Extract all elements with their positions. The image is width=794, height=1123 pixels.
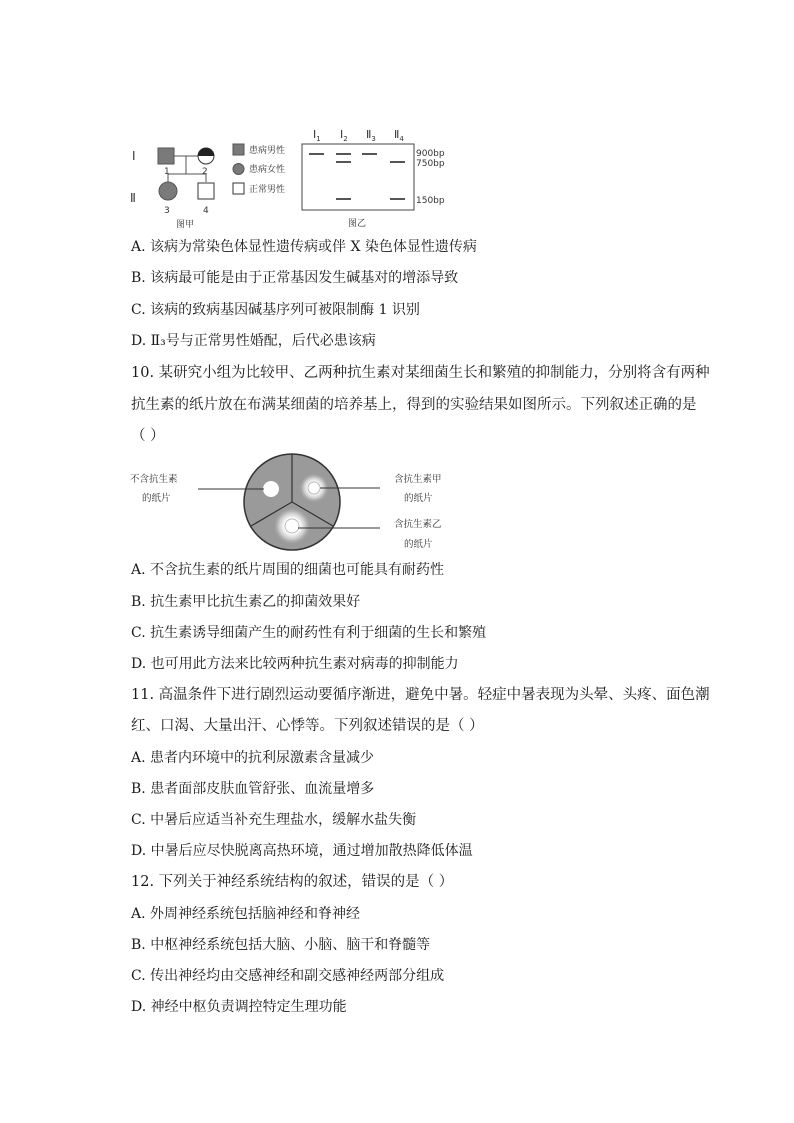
affected-female-symbol — [159, 182, 177, 200]
label-no-antibiotic-line-2: 的纸片 — [142, 493, 171, 504]
gel-lane-labels — [313, 128, 404, 143]
q10-option-c: C. 抗生素诱导细菌产生的耐药性有利于细菌的生长和繁殖 — [131, 625, 487, 641]
svg-text:Ⅱ3 — [366, 128, 376, 143]
disc-no-antibiotic — [263, 481, 279, 497]
lane-subscript: 2 — [343, 135, 348, 143]
q12-stem-line-1: 12. 下列关于神经系统结构的叙述，错误的是（ ） — [131, 874, 454, 890]
disc-antibiotic-b — [285, 519, 299, 533]
q9-option-d: D. Ⅱ₃号与正常男性婚配，后代必患该病 — [131, 333, 376, 349]
gel-figure — [298, 124, 458, 232]
q10-option-b: B. 抗生素甲比抗生素乙的抑菌效果好 — [131, 594, 361, 610]
person-number-4: 4 — [203, 206, 209, 216]
q11-option-a: A. 患者内环境中的抗利尿激素含量减少 — [131, 750, 375, 766]
label-no-antibiotic-line-1: 不含抗生素 — [130, 474, 178, 485]
q9-option-b: B. 该病最可能是由于正常基因发生碱基对的增添导致 — [131, 270, 459, 286]
lane-label: Ⅱ — [394, 128, 400, 141]
legend-affected-male: 患病男性 — [249, 146, 286, 156]
label-antibiotic-a-line-2: 的纸片 — [404, 493, 433, 504]
affected-male-symbol — [158, 148, 174, 164]
legend-normal-male-icon — [233, 183, 244, 194]
svg-text:I2 — [340, 128, 348, 143]
lane-subscript: 1 — [316, 135, 321, 143]
gel-band — [336, 198, 351, 200]
q9-option-c: C. 该病的致病基因碱基序列可被限制酶 1 识别 — [131, 302, 420, 318]
legend-affected-female-icon — [233, 164, 244, 175]
q11-stem-line-1: 11. 高温条件下进行剧烈运动要循序渐进，避免中暑。轻症中暑表现为头晕、头疼、面色潮 — [131, 687, 710, 703]
lane-label: Ⅱ — [366, 128, 372, 141]
gel-band — [362, 153, 377, 155]
q12-option-b: B. 中枢神经系统包括大脑、小脑、脑干和脊髓等 — [131, 937, 431, 953]
q10-stem-line-3: （ ） — [131, 428, 165, 444]
gen-label-II: Ⅱ — [130, 191, 136, 205]
label-antibiotic-b-line-2: 的纸片 — [404, 539, 433, 550]
q10-option-a: A. 不含抗生素的纸片周围的细菌也可能具有耐药性 — [131, 562, 445, 578]
pedigree-figure — [128, 140, 298, 232]
band-size-label: 150bp — [416, 196, 445, 206]
q9-option-a: A. 该病为常染色体显性遗传病或伴 X 染色体显性遗传病 — [131, 239, 477, 255]
gel-band — [390, 198, 405, 200]
legend-normal-male: 正常男性 — [249, 185, 286, 195]
gel-band — [390, 161, 405, 163]
svg-text:I1 — [313, 128, 321, 143]
lane-subscript: 4 — [399, 135, 404, 143]
band-size-label: 900bp — [416, 149, 445, 159]
gel-band — [336, 161, 351, 163]
q11-stem-line-2: 红、口渴、大量出汗、心悸等。下列叙述错误的是（ ） — [131, 718, 484, 734]
petri-dish-figure — [128, 452, 468, 554]
gen-label-I: I — [132, 149, 136, 163]
q11-option-d: D. 中暑后应尽快脱离高热环境，通过增加散热降低体温 — [131, 843, 473, 859]
q12-option-c: C. 传出神经均由交感神经和副交感神经两部分组成 — [131, 968, 445, 984]
q11-option-c: C. 中暑后应适当补充生理盐水，缓解水盐失衡 — [131, 812, 417, 828]
label-antibiotic-a-line-1: 含抗生素甲 — [394, 474, 442, 485]
q10-stem-line-2: 抗生素的纸片放在布满某细菌的培养基上，得到的实验结果如图所示。下列叙述正确的是 — [131, 397, 697, 413]
legend-affected-female: 患病女性 — [249, 165, 286, 175]
band-size-label: 750bp — [416, 159, 445, 169]
normal-male-symbol — [198, 183, 214, 199]
q12-option-d: D. 神经中枢负责调控特定生理功能 — [131, 999, 347, 1015]
lane-label: I — [313, 128, 317, 141]
q12-option-a: A. 外周神经系统包括脑神经和脊神经 — [131, 906, 361, 922]
gel-band — [309, 153, 324, 155]
pedigree-caption: 图甲 — [176, 220, 195, 230]
legend-affected-male-icon — [233, 144, 244, 155]
lane-subscript: 3 — [371, 135, 376, 143]
lane-label: I — [340, 128, 344, 141]
person-number-2: 2 — [202, 167, 208, 177]
svg-text:Ⅱ4 — [394, 128, 404, 143]
q10-stem-line-1: 10. 某研究小组为比较甲、乙两种抗生素对某细菌生长和繁殖的抑制能力，分别将含有两种 — [131, 365, 710, 381]
q11-option-b: B. 患者面部皮肤血管舒张、血流量增多 — [131, 781, 375, 797]
gel-band — [336, 153, 351, 155]
gel-caption: 图乙 — [348, 219, 367, 229]
q10-option-d: D. 也可用此方法来比较两种抗生素对病毒的抑制能力 — [131, 656, 459, 672]
person-number-1: 1 — [164, 167, 170, 177]
person-number-3: 3 — [164, 206, 170, 216]
label-antibiotic-b-line-1: 含抗生素乙 — [394, 519, 442, 530]
disc-antibiotic-a — [308, 482, 320, 494]
